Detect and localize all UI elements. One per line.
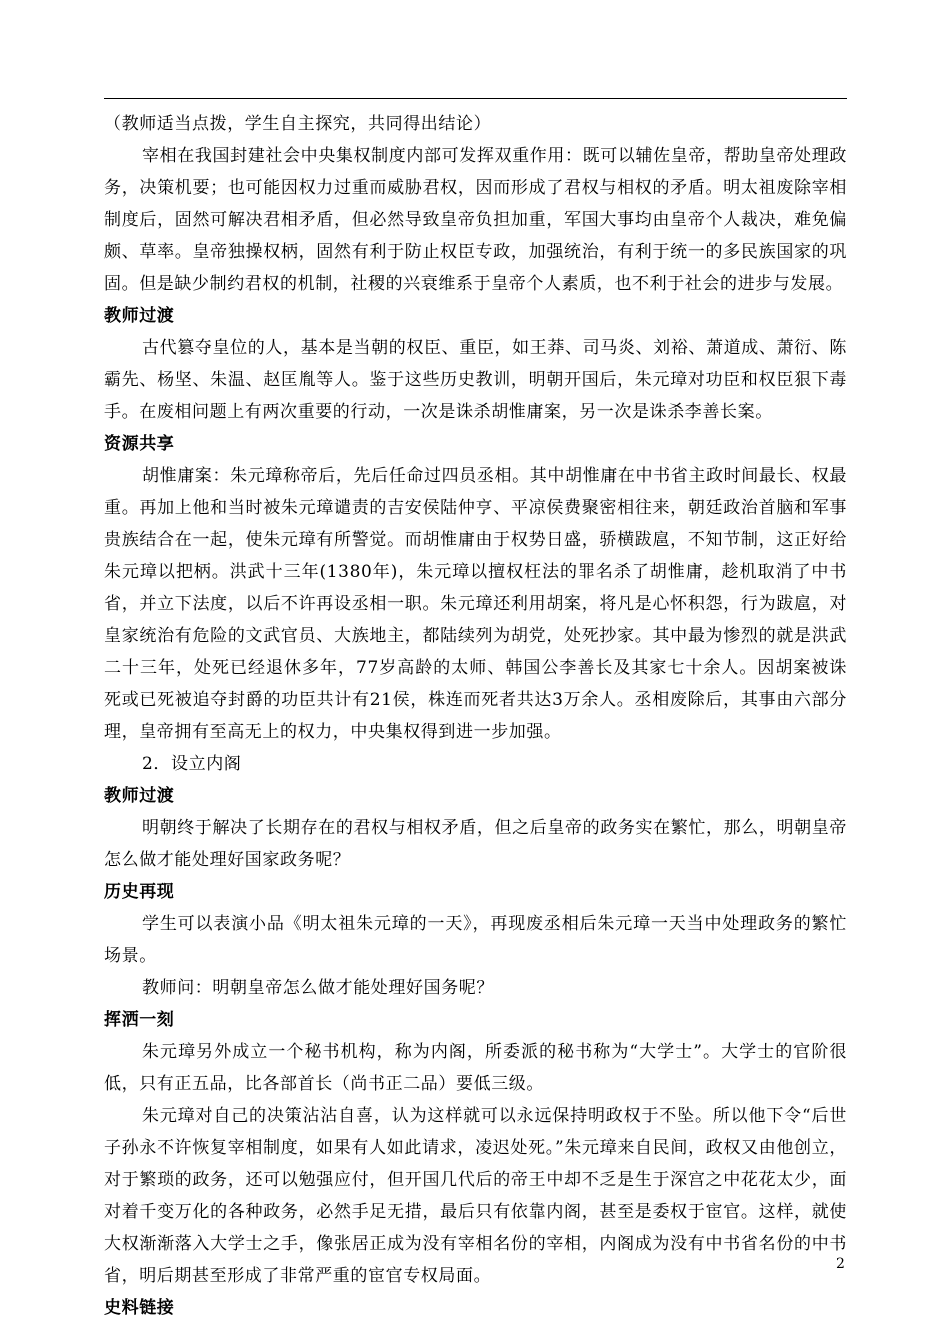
document-body xyxy=(104,108,847,1324)
header-rule xyxy=(104,98,847,99)
conclusion-paragraph: 宰相在我国封建社会中央集权制度内部可发挥双重作用：既可以辅佐皇帝，帮助皇帝处理政务，决策机要；也可能因权力过重而威胁君权，因而形成了君权与相权的矛盾。明太祖废除宰相制度后，固然可解决君相矛盾，但必然导致皇帝负担加重，军国大事均由皇帝个人裁决，难免偏颇、草率。皇帝独操权柄，固然有利于防止权臣专政，加强统治，有利于统一的多民族国家的巩固。但是缺少制约君权的机制，社稷的兴衰维系于皇帝个人素质，也不利于社会的进步与发展。 xyxy=(104,146,847,294)
transition-paragraph-1: 古代篡夺皇位的人，基本是当朝的权臣、重臣，如王莽、司马炎、刘裕、萧道成、萧衍、陈霸先、杨坚、朱温、赵匡胤等人。鉴于这些历史教训，明朝开国后，朱元璋对功臣和权臣狠下毒手。在废相问题上有两次重要的行动，一次是诛杀胡惟庸案，另一次是诛杀李善长案。 xyxy=(104,338,847,422)
heading-resource-sharing: 资源共享 xyxy=(104,434,175,454)
teacher-question: 教师问：明朝皇帝怎么做才能处理好国务呢？ xyxy=(142,978,494,998)
transition-paragraph-2: 明朝终于解决了长期存在的君权与相权矛盾，但之后皇帝的政务实在繁忙，那么，明朝皇帝怎么做才能处理好国家政务呢？ xyxy=(104,818,847,870)
grand-secretariat-paragraph: 朱元璋另外成立一个秘书机构，称为内阁，所委派的秘书称为“大学士”。大学士的官阶很低，只有正五品，比各部首长（尚书正二品）要低三级。 xyxy=(104,1042,847,1094)
self-satisfaction-paragraph: 朱元璋对自己的决策沾沾自喜，认为这样就可以永远保持明政权于不坠。所以他下令“后世子孙永不许恢复宰相制度，如果有人如此请求，凌迟处死。”朱元璋来自民间，政权又由他创立，对于繁琐的政务，还可以勉强应付，但开国几代后的帝王中却不乏是生于深宫之中花花太少，面对着千变万化的各种政务，必然手足无措，最后只有依靠内阁，甚至是委权于宦官。这样，就使大权渐渐落入大学士之手，像张居正成为没有宰相名份的宰相，内阁成为没有中书省名份的中书省，明后期甚至形成了非常严重的宦官专权局面。 xyxy=(104,1106,847,1286)
heading-teacher-transition-2: 教师过渡 xyxy=(104,786,175,806)
intro-note: （教师适当点拨，学生自主探究，共同得出结论） xyxy=(104,114,492,134)
heading-writing-moment: 挥洒一刻 xyxy=(104,1010,175,1030)
section-2-title: 2．设立内阁 xyxy=(142,754,242,774)
hu-weiyong-paragraph: 胡惟庸案：朱元璋称帝后，先后任命过四员丞相。其中胡惟庸在中书省主政时间最长、权最重。再加上他和当时被朱元璋谴责的吉安侯陆仲亨、平凉侯费聚密相往来，朝廷政治首脑和军事贵族结合在一起，使朱元璋有所警觉。而胡惟庸由于权势日盛，骄横跋扈，不知节制，这正好给朱元璋以把柄。洪武十三年(1380年)，朱元璋以擅权枉法的罪名杀了胡惟庸，趁机取消了中书省，并立下法度，以后不许再设丞相一职。朱元璋还利用胡案，将凡是心怀积怨，行为跋扈，对皇家统治有危险的文武官员、大族地主，都陆续列为胡党，处死抄家。其中最为惨烈的就是洪武二十三年，处死已经退休多年，77岁高龄的太师、韩国公李善长及其家七十余人。因胡案被诛死或已死被追夺封爵的功臣共计有21侯，株连而死者共达3万余人。丞相废除后，其事由六部分理，皇帝拥有至高无上的权力，中央集权得到进一步加强。 xyxy=(104,466,847,742)
page-number: 2 xyxy=(836,1256,845,1272)
heading-history-reenactment: 历史再现 xyxy=(104,882,175,902)
heading-historical-sources: 史料链接 xyxy=(104,1298,175,1318)
reenactment-paragraph: 学生可以表演小品《明太祖朱元璋的一天》，再现废丞相后朱元璋一天当中处理政务的繁忙场景。 xyxy=(104,914,847,966)
heading-teacher-transition-1: 教师过渡 xyxy=(104,306,175,326)
